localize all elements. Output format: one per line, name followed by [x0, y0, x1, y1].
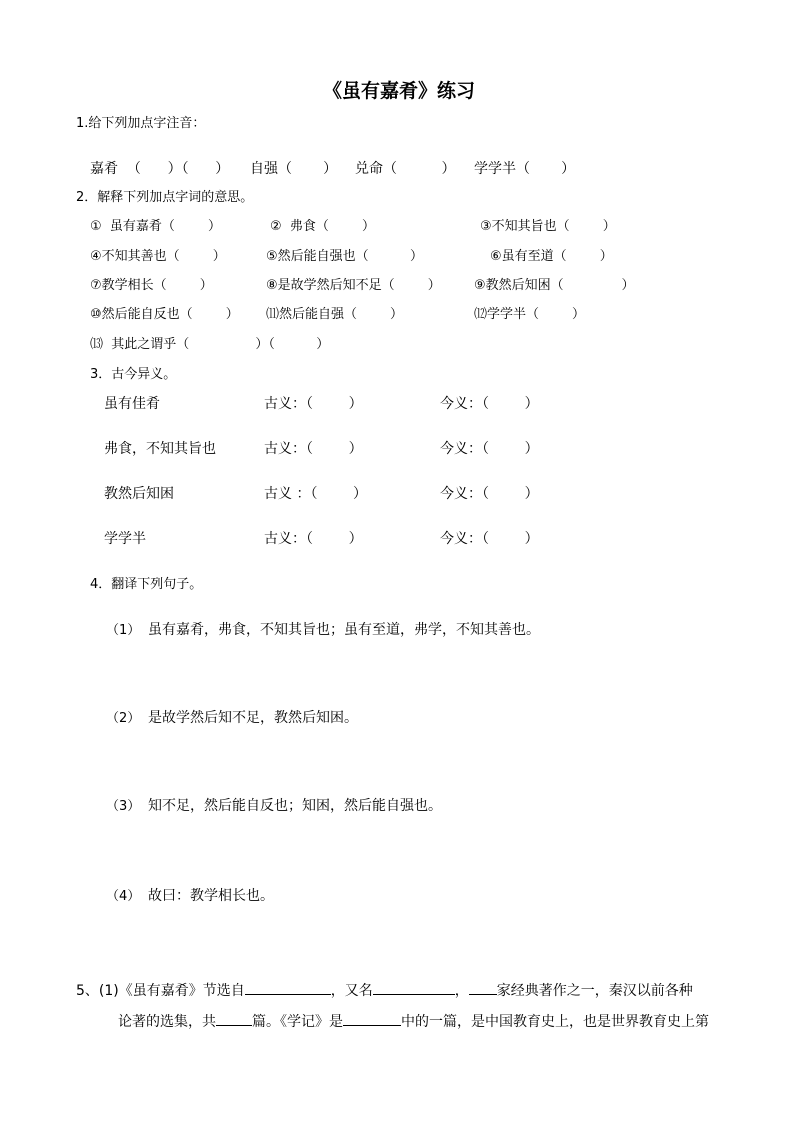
page-title: 《虽有嘉肴》练习: [323, 80, 476, 102]
q4-heading: 4．翻译下列句子。: [90, 577, 203, 592]
q3-modern: 今义：（ ）: [440, 486, 539, 502]
blank-underline: [343, 1012, 401, 1026]
q2-item: ④不知其善也（ ）: [90, 249, 226, 264]
q4-item-num: （4）: [106, 889, 141, 904]
blank-underline: [469, 981, 497, 995]
q2-item: ⑿学学半（ ）: [474, 307, 586, 322]
q2-item: ⑨教然后知困（ ）: [474, 278, 635, 293]
q4-item-num: （3）: [106, 799, 141, 814]
q4-item-num: （2）: [106, 711, 141, 726]
q3-ancient: 古义：（ ）: [264, 441, 363, 457]
q3-ancient: 古义：（ ）: [264, 531, 363, 547]
q2-item: ① 虽有嘉肴（ ）: [90, 219, 221, 234]
q4-item-text: 虽有嘉肴，弗食，不知其旨也；虽有至道，弗学，不知其善也。: [148, 622, 540, 638]
q2-item: ⑩然后能自反也（ ）: [90, 307, 239, 322]
q3-modern: 今义：（ ）: [440, 531, 539, 547]
q5-line-1: 5、(1)《虽有嘉肴》节选自 ，又名 ， 家经典著作之一，秦汉以前各种: [76, 983, 693, 999]
q2-heading: 2．解释下列加点字词的意思。: [76, 190, 254, 205]
q4-item-text: 是故学然后知不足，教然后知困。: [148, 710, 358, 726]
q1-item-3: 兑命（ ）: [355, 161, 456, 177]
q1-item-4: 学学半（ ）: [474, 161, 576, 177]
q3-word: 学学半: [104, 531, 146, 547]
q3-modern: 今义：（ ）: [440, 396, 539, 412]
q3-ancient: 古义：（ ）: [264, 396, 363, 412]
q1-item-2: 自强（ ）: [250, 161, 338, 177]
q4-item-text: 知不足，然后能自反也；知困，然后能自强也。: [148, 798, 442, 814]
q2-item: ⑾然后能自强（ ）: [266, 307, 404, 322]
q1-heading: 1.给下列加点字注音：: [76, 116, 206, 131]
q5-line-2: 论著的选集，共 篇。《学记》是 中的一篇，是中国教育史上，也是世界教育史上第: [118, 1014, 709, 1030]
q3-word: 虽有佳肴: [104, 396, 160, 412]
blank-underline: [216, 1012, 252, 1026]
q3-modern: 今义：（ ）: [440, 441, 539, 457]
q2-item: ③不知其旨也（ ）: [480, 219, 616, 234]
q3-ancient: 古义 ：（ ）: [264, 486, 368, 502]
q1-item-1: 嘉肴 （ ）（ ）: [90, 161, 230, 177]
blank-underline: [245, 981, 331, 995]
q2-item: ⑥虽有至道（ ）: [490, 249, 613, 264]
q4-item-num: （1）: [106, 623, 141, 638]
q2-item: ⑧是故学然后知不足（ ）: [266, 278, 441, 293]
q2-item: ⒀ 其此之谓乎（ ）（ ）: [90, 337, 330, 352]
q2-item: ② 弗食（ ）: [270, 219, 375, 234]
q3-word: 弗食，不知其旨也: [104, 441, 216, 457]
q3-word: 教然后知困: [104, 486, 174, 502]
blank-underline: [373, 981, 455, 995]
q4-item-text: 故曰：教学相长也。: [148, 888, 274, 904]
q2-item: ⑦教学相长（ ）: [90, 278, 213, 293]
q3-heading: 3．古今异义。: [90, 367, 177, 382]
q2-item: ⑤然后能自强也（ ）: [266, 249, 423, 264]
